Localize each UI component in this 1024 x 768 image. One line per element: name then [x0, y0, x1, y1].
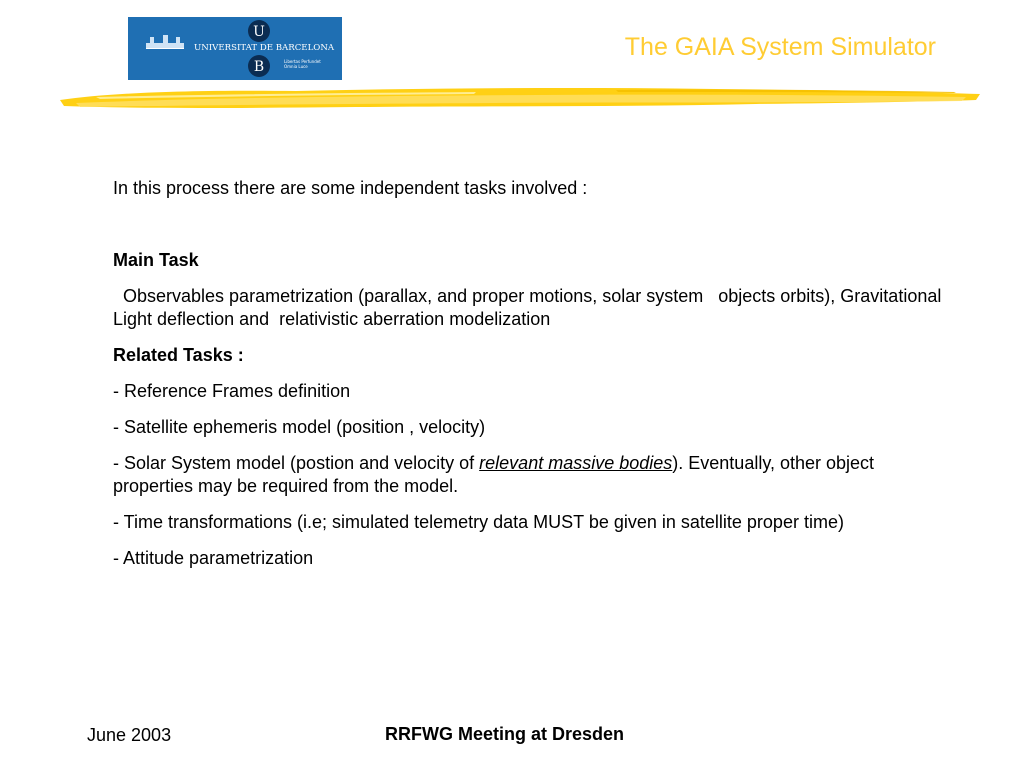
solar-system-suffix: ). Eventually, other object properties may be required from the model.: [113, 453, 875, 496]
main-task-text: Observables parametrization (parallax, and proper motions, solar system objects orbits), Gravitational Light deflection and relativistic aberration modelization: [113, 286, 942, 329]
solar-system-prefix: - Solar System model (postion and velocity of: [113, 453, 480, 473]
logo-letter-b: B: [253, 59, 265, 75]
relevant-massive-bodies-link[interactable]: relevant massive bodies: [479, 453, 673, 473]
slide-body: [113, 177, 943, 570]
logo-motto-line2: Omnia Luce: [284, 64, 308, 69]
university-logo-graphic: [128, 17, 342, 80]
task-attitude: - Attitude parametrization: [113, 548, 314, 568]
building-icon: [146, 35, 184, 49]
university-logo: [128, 17, 342, 80]
footer-event-title: RRFWG Meeting at Dresden: [385, 724, 625, 744]
task-satellite-ephemeris: - Satellite ephemeris model (position , velocity): [113, 417, 486, 437]
logo-university-name: UNIVERSITAT DE BARCELONA: [194, 43, 335, 53]
logo-letter-u: U: [253, 24, 265, 40]
logo-motto-line1: Libertas Perfundet: [284, 59, 321, 64]
main-task-heading: Main Task: [113, 250, 199, 270]
task-reference-frames: - Reference Frames definition: [113, 381, 351, 401]
related-tasks-heading: Related Tasks :: [113, 345, 244, 365]
task-solar-system-model: [113, 452, 943, 498]
task-time-transformations: - Time transformations (i.e; simulated telemetry data MUST be given in satellite proper time): [113, 512, 844, 532]
intro-text: In this process there are some independent tasks involved :: [113, 178, 588, 198]
highlight-brush-stroke: [56, 80, 984, 118]
footer-date: June 2003: [87, 725, 172, 745]
slide-title: The GAIA System Simulator: [624, 33, 936, 61]
